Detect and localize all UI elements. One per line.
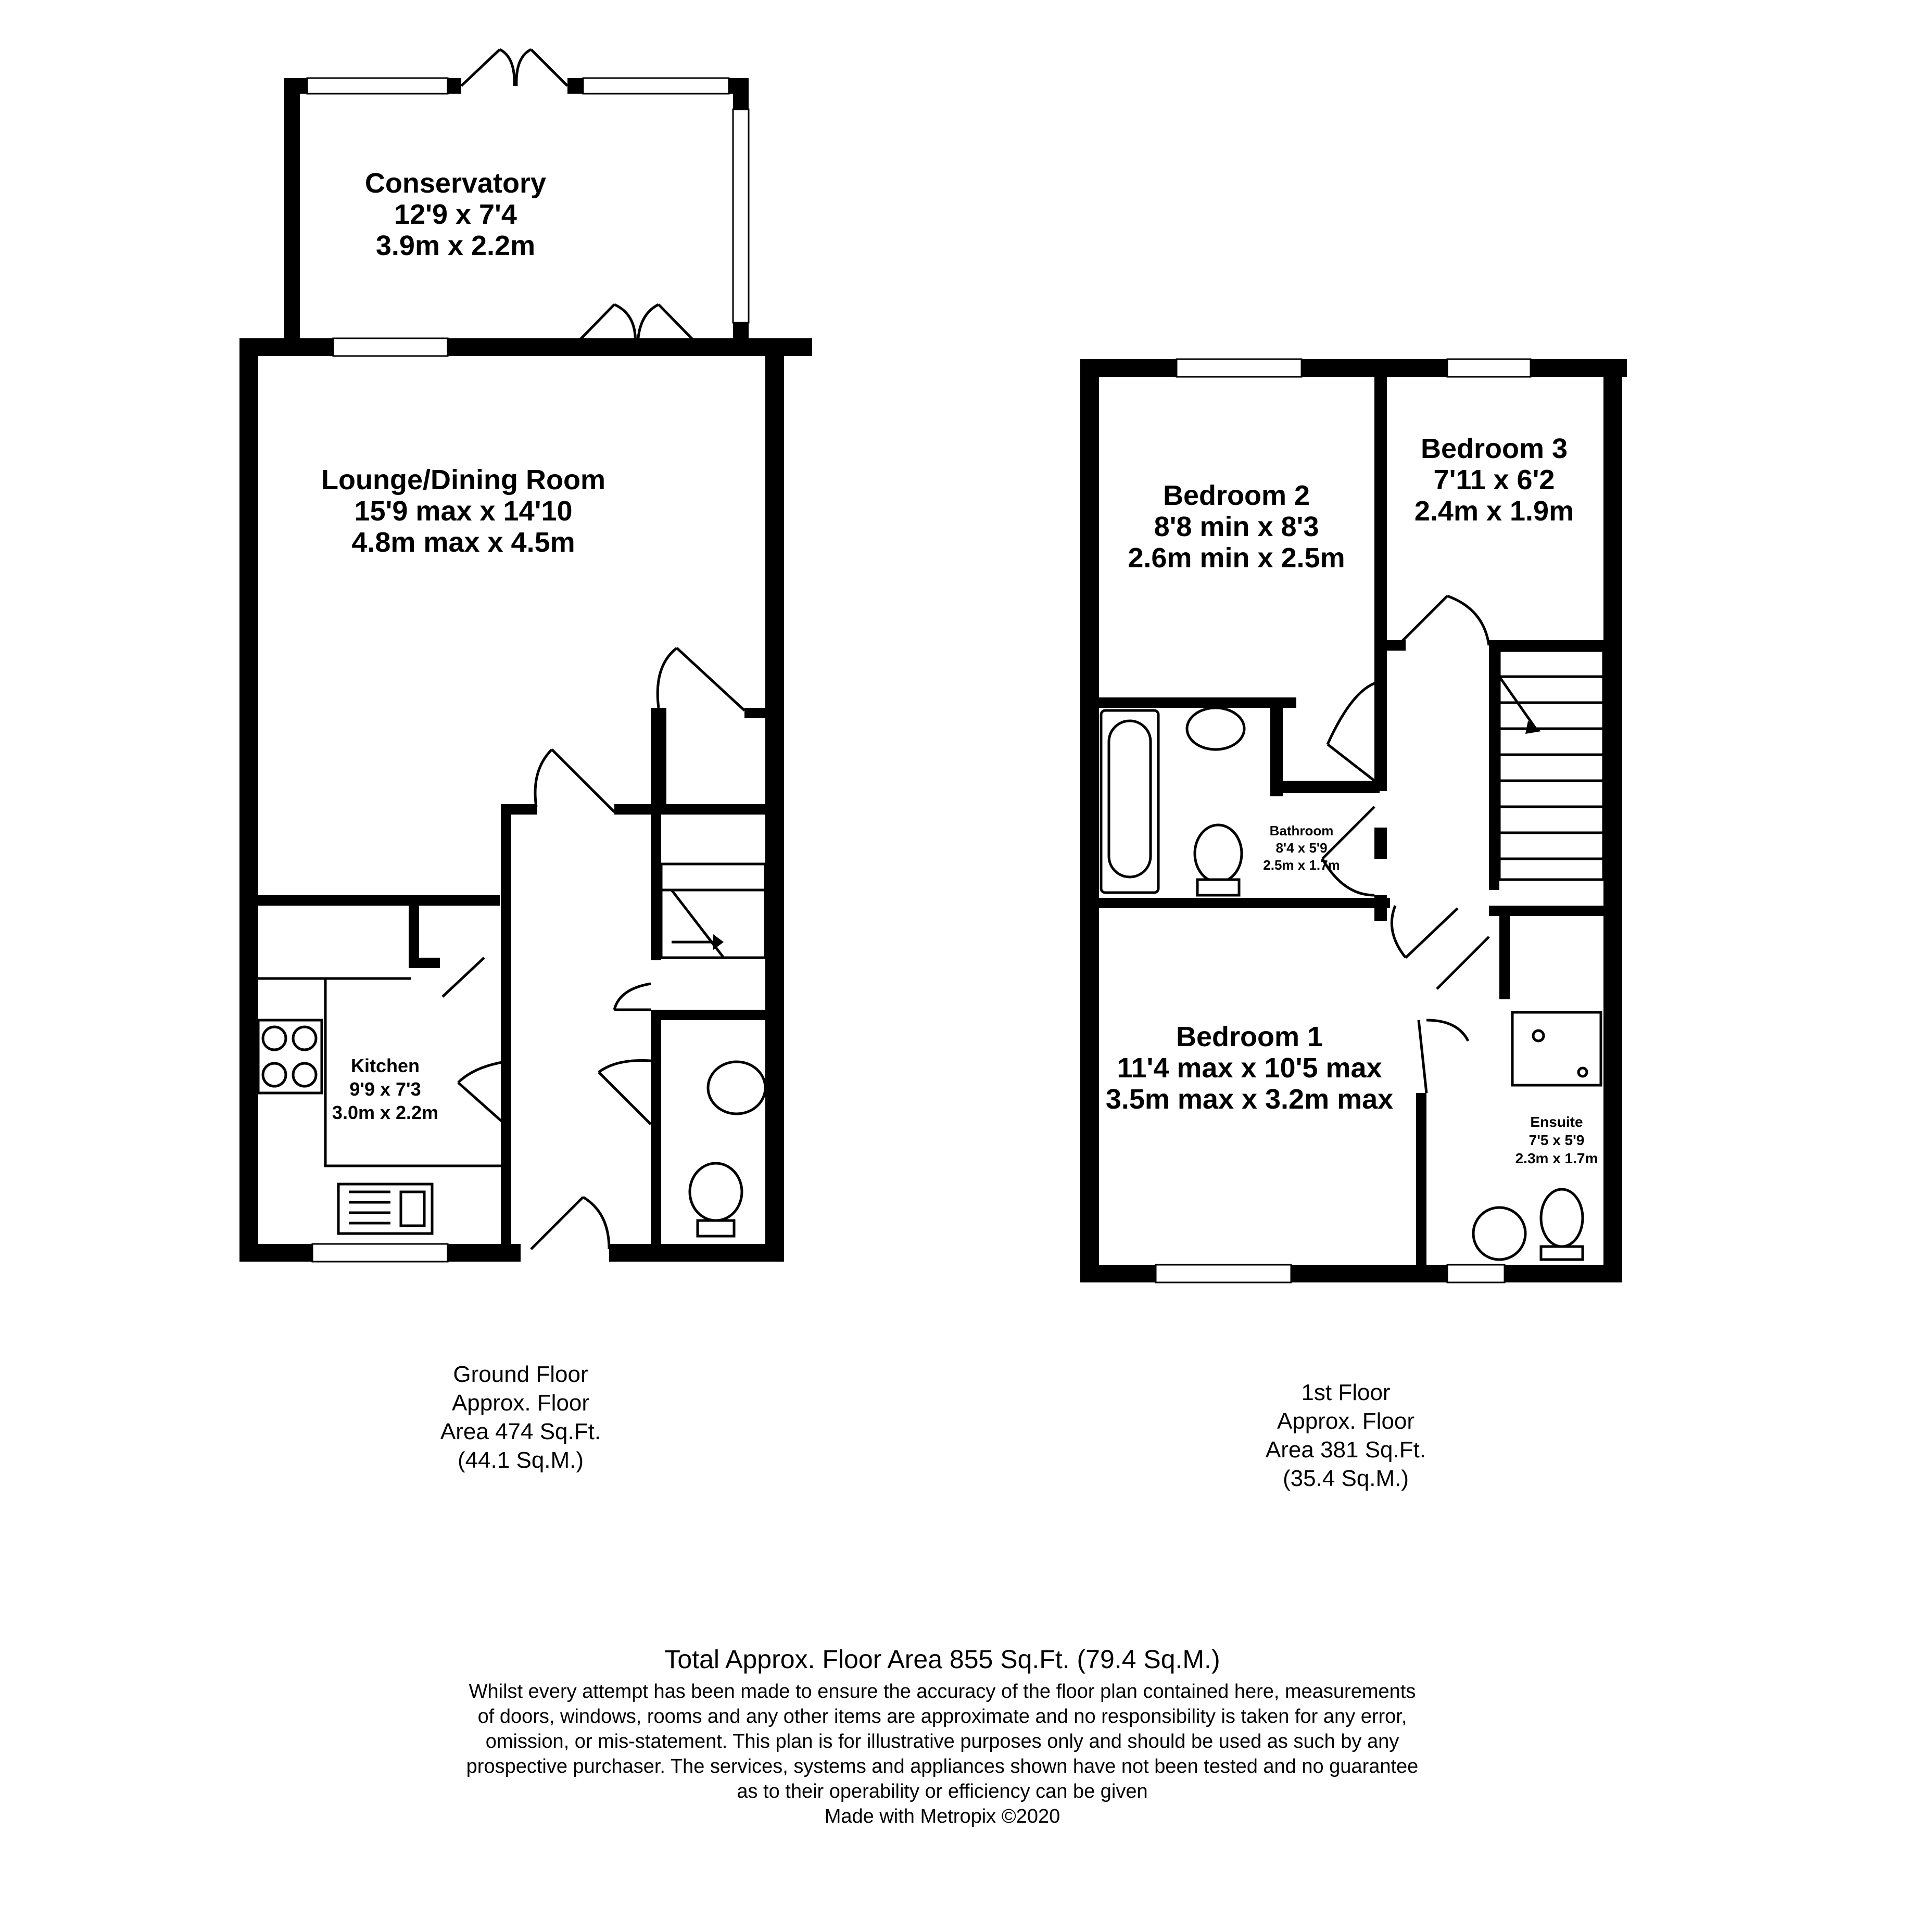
door-swing	[1392, 906, 1406, 958]
hall-left-wall	[501, 804, 511, 1257]
bedroom3-window	[1447, 359, 1531, 377]
toilet-cistern-icon	[1541, 1247, 1583, 1260]
toilet-icon	[1541, 1189, 1583, 1247]
total-floor-area: Total Approx. Floor Area 855 Sq.Ft. (79.4 Sq.M.)	[664, 1645, 1220, 1674]
kitchen-top-wall	[239, 895, 500, 906]
room-dimensions-imperial: 8'4 x 5'9	[1275, 840, 1328, 856]
kitchen-window	[312, 1244, 448, 1262]
room-dimensions-metric: 2.4m x 1.9m	[1414, 495, 1574, 527]
hall-wall	[614, 804, 770, 815]
toilet-cistern-icon	[1197, 880, 1239, 895]
basin-icon	[1187, 708, 1244, 749]
stair-wall	[651, 815, 661, 960]
ensuite-wall	[1499, 906, 1510, 999]
ground-left-wall	[239, 338, 258, 1254]
credit-line: Made with Metropix ©2020	[824, 1806, 1060, 1827]
door	[443, 958, 484, 997]
staircase	[1499, 651, 1603, 880]
toilet-cistern-icon	[698, 1221, 734, 1236]
room-name: Conservatory	[364, 168, 547, 199]
floor-caption-line: Approx. Floor	[451, 1390, 590, 1416]
first-right-wall	[1603, 359, 1622, 1280]
wc-left-wall	[651, 1010, 661, 1254]
landing-wall	[1374, 895, 1387, 921]
floor-caption-line: Approx. Floor	[1277, 1408, 1415, 1434]
bathroom-top-wall	[1088, 697, 1296, 708]
stair-wall	[1489, 651, 1499, 890]
room-name: Ensuite	[1530, 1114, 1583, 1130]
conservatory-window	[733, 109, 749, 323]
cupboard-wall	[409, 906, 419, 963]
room-name: Kitchen	[350, 1055, 420, 1076]
disclaimer-line: prospective purchaser. The services, systems and appliances shown have not been tested and no guarantee	[466, 1756, 1419, 1777]
door-swing	[1447, 596, 1489, 645]
door	[458, 1083, 505, 1124]
door-swing	[458, 1062, 505, 1083]
landing-wall	[1374, 828, 1387, 859]
door-swing	[614, 984, 651, 1010]
cupboard-wall	[651, 708, 666, 812]
staircase	[661, 864, 765, 958]
door	[1437, 937, 1489, 989]
cupboard-wall	[744, 708, 770, 718]
room-dimensions-metric: 2.3m x 1.7m	[1515, 1150, 1598, 1166]
landing-wall	[1374, 645, 1387, 791]
door-swing	[1328, 682, 1380, 744]
room-dimensions-metric: 3.0m x 2.2m	[332, 1102, 439, 1123]
bedroom-divider-wall	[1374, 359, 1387, 651]
room-name: Bedroom 1	[1176, 1021, 1323, 1052]
ensuite-wall	[1416, 1093, 1426, 1270]
bedroom1-window	[1156, 1265, 1291, 1282]
cupboard-wall	[409, 958, 440, 968]
floor-caption-line: Area 474 Sq.Ft.	[440, 1419, 601, 1444]
basin-icon	[1473, 1208, 1525, 1260]
room-dimensions-metric: 3.9m x 2.2m	[375, 230, 536, 261]
first-top-wall	[1080, 359, 1627, 377]
ground-right-wall	[765, 338, 784, 1254]
door-swing	[658, 648, 677, 708]
door	[1419, 1020, 1426, 1093]
ground-bottom-wall-right	[609, 1244, 784, 1262]
floor-caption-line: 1st Floor	[1301, 1380, 1391, 1405]
room-dimensions-imperial: 7'11 x 6'2	[1433, 464, 1555, 495]
front-door	[531, 1197, 583, 1249]
floor-caption-line: Ground Floor	[453, 1362, 588, 1387]
room-dimensions-imperial: 8'8 min x 8'3	[1154, 511, 1319, 542]
room-name: Bedroom 3	[1420, 433, 1568, 464]
room-dimensions-metric: 3.5m max x 3.2m max	[1105, 1084, 1394, 1115]
door	[552, 749, 614, 812]
room-dimensions-imperial: 11'4 max x 10'5 max	[1117, 1052, 1382, 1084]
basin-icon	[708, 1062, 765, 1114]
ensuite-window	[1447, 1265, 1505, 1282]
door	[1328, 744, 1374, 781]
room-name: Bathroom	[1269, 823, 1334, 838]
conservatory-window	[307, 78, 448, 94]
hob-icon	[258, 1020, 322, 1093]
hall-wall	[501, 804, 537, 815]
door-swing	[583, 1197, 609, 1249]
bath-icon	[1101, 710, 1158, 893]
room-dimensions-imperial: 15'9 max x 14'10	[354, 495, 573, 527]
french-doors	[461, 49, 567, 86]
room-name: Lounge/Dining Room	[321, 464, 605, 495]
disclaimer-line: Whilst every attempt has been made to ensure the accuracy of the floor plan contained here, measurements	[469, 1681, 1416, 1702]
door-swing	[535, 749, 552, 807]
conservatory-window	[583, 78, 729, 94]
room-dimensions-metric: 2.6m min x 2.5m	[1128, 542, 1345, 574]
toilet-icon	[690, 1163, 742, 1221]
lounge-window	[333, 338, 448, 356]
first-left-wall	[1080, 359, 1099, 1280]
door-swing	[1426, 1020, 1468, 1041]
bathroom-bottom-wall	[1088, 898, 1390, 908]
room-dimensions-metric: 4.8m max x 4.5m	[351, 527, 575, 558]
disclaimer-line: of doors, windows, rooms and any other items are approximate and no responsibility is taken for any error,	[477, 1706, 1407, 1727]
shower-icon	[1512, 1012, 1601, 1085]
room-dimensions-imperial: 9'9 x 7'3	[349, 1078, 421, 1100]
door	[1406, 908, 1458, 958]
floor-caption-line: (35.4 Sq.M.)	[1282, 1466, 1409, 1491]
wall	[1489, 640, 1609, 651]
room-name: Bedroom 2	[1163, 480, 1310, 511]
bedroom2-window	[1177, 359, 1302, 377]
room-dimensions-imperial: 12'9 x 7'4	[394, 199, 517, 230]
door	[677, 648, 744, 710]
floor-caption-line: Area 381 Sq.Ft.	[1265, 1437, 1426, 1463]
disclaimer-line: omission, or mis-statement. This plan is for illustrative purposes only and should be used as such by any	[485, 1731, 1399, 1752]
wc-top-wall	[651, 1010, 770, 1020]
room-dimensions-metric: 2.5m x 1.7m	[1263, 857, 1340, 873]
disclaimer-line: as to their operability or efficiency can be given	[737, 1781, 1148, 1802]
sink-icon	[338, 1184, 432, 1234]
bathroom-wall	[1270, 781, 1380, 793]
conservatory-left-wall	[284, 78, 300, 338]
floor-caption-line: (44.1 Sq.M.)	[457, 1447, 584, 1473]
room-dimensions-imperial: 7'5 x 5'9	[1529, 1132, 1585, 1148]
door	[1395, 596, 1447, 648]
toilet-icon	[1195, 825, 1242, 882]
door	[599, 1072, 651, 1124]
